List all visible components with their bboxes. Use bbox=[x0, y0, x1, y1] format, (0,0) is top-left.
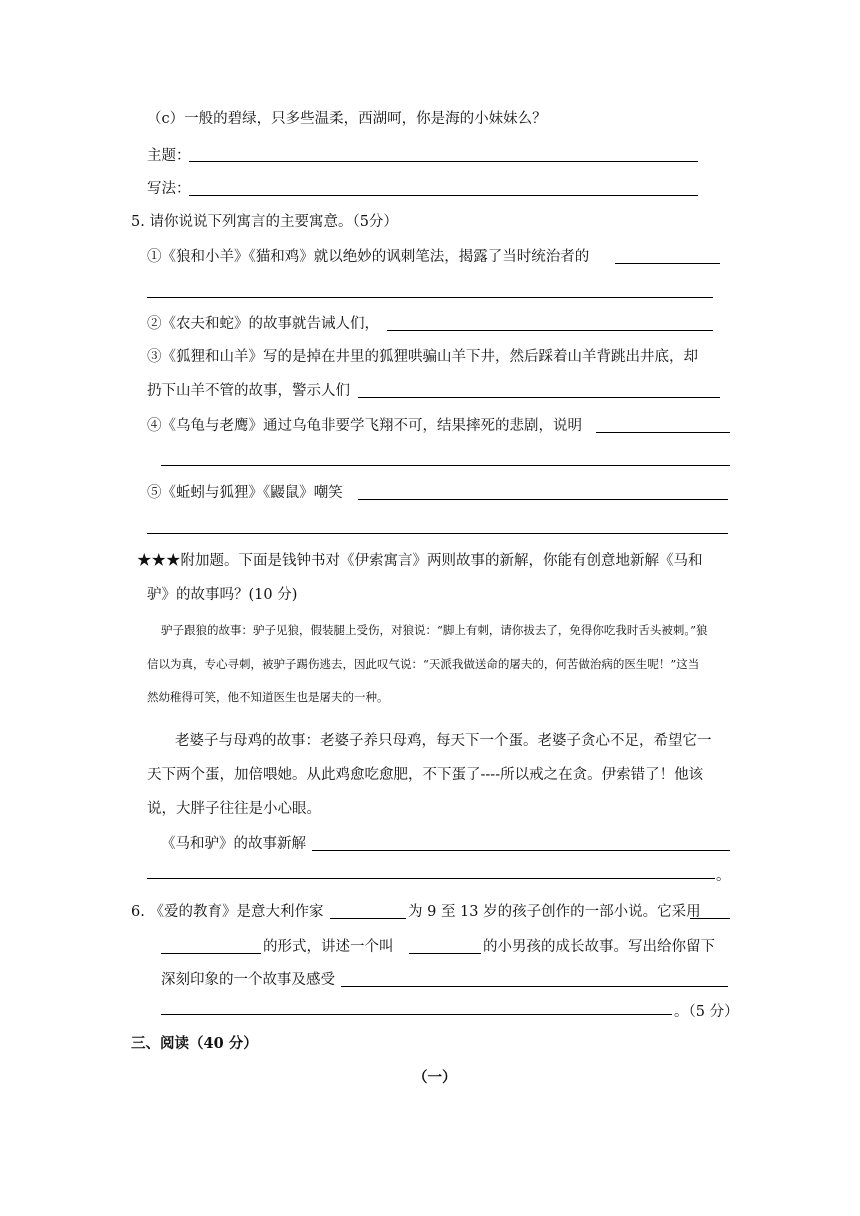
q5-item2-blank bbox=[387, 330, 713, 331]
section3-subtitle: （一） bbox=[413, 1069, 457, 1086]
q6-form-blank-1 bbox=[690, 918, 730, 919]
bonus-answer-label: 《马和驴》的故事新解 bbox=[161, 836, 306, 852]
bonus-story2-line2: 天下两个蛋，加倍喂她。从此鸡愈吃愈肥，不下蛋了----所以戒之在贪。伊索错了！他该 bbox=[147, 767, 704, 783]
q5-item1-blank-2 bbox=[147, 297, 713, 298]
q4c-method-label: 写法： bbox=[147, 181, 191, 197]
q6-story-blank bbox=[341, 986, 728, 987]
q6-name-blank bbox=[409, 953, 481, 954]
q5-item5-blank bbox=[358, 499, 728, 500]
q4c-theme-label: 主题： bbox=[147, 148, 191, 164]
q6-part3: 的形式，讲述一个叫 bbox=[263, 939, 394, 955]
q5-item4-blank bbox=[596, 432, 730, 433]
bonus-line2: 驴》的故事吗？(10 分) bbox=[147, 587, 298, 603]
bonus-story1-line1: 驴子跟狼的故事：驴子见狼，假装腿上受伤，对狼说：“脚上有刺，请你拔去了，免得你吃我时舌头被刺。”狼 bbox=[161, 623, 708, 637]
q6-form-blank-2 bbox=[161, 953, 261, 954]
bonus-answer-end: 。 bbox=[716, 868, 731, 884]
q5-item5-blank-2 bbox=[147, 533, 728, 534]
bonus-story1-line3: 然幼稚得可笑，他不知道医生也是屠夫的一种。 bbox=[147, 690, 389, 704]
section3-title: 三、阅读（40 分） bbox=[131, 1035, 258, 1052]
q5-item3-line1: ③《狐狸和山羊》写的是掉在井里的狐狸哄骗山羊下井，然后踩着山羊背跳出井底，却 bbox=[147, 349, 698, 365]
q5-item1-blank bbox=[615, 263, 720, 264]
bonus-story2-line1: 老婆子与母鸡的故事：老婆子养只母鸡，每天下一个蛋。老婆子贪心不足，希望它一 bbox=[175, 733, 712, 749]
q6-part1: 6. 《爱的教育》是意大利作家 bbox=[131, 904, 324, 920]
bonus-answer-blank-2 bbox=[147, 878, 715, 879]
q5-item4: ④《乌龟与老鹰》通过乌龟非要学飞翔不可，结果摔死的悲剧，说明 bbox=[147, 418, 582, 434]
q6-author-blank bbox=[330, 918, 406, 919]
bonus-story1-line2: 信以为真，专心寻刺，被驴子踢伤逃去，因此叹气说：“天派我做送命的屠夫的，何苦做治病的医生呢！”这当 bbox=[147, 657, 700, 671]
q6-story-blank-2 bbox=[161, 1014, 672, 1015]
q5-item3-blank bbox=[358, 397, 720, 398]
bonus-story2-line3: 说，大胖子往往是小心眼。 bbox=[147, 801, 321, 817]
q5-title: 5. 请你说说下列寓言的主要寓意。（5分） bbox=[131, 214, 398, 230]
q6-part5: 深刻印象的一个故事及感受 bbox=[161, 972, 335, 988]
q5-item3-line2: 扔下山羊不管的故事，警示人们 bbox=[147, 383, 350, 399]
bonus-line1: ★★★附加题。下面是钱钟书对《伊索寓言》两则故事的新解，你能有创意地新解《马和 bbox=[137, 553, 703, 569]
bonus-answer-blank bbox=[312, 850, 730, 851]
q4c-method-blank bbox=[189, 195, 698, 196]
q6-part6: 。（5 分） bbox=[674, 1004, 739, 1020]
q5-item1: ①《狼和小羊》《猫和鸡》就以绝妙的讽刺笔法，揭露了当时统治者的 bbox=[147, 249, 590, 265]
q6-part4: 的小男孩的成长故事。写出给你留下 bbox=[483, 939, 715, 955]
q5-item4-blank-2 bbox=[161, 465, 730, 466]
q5-item5: ⑤《蚯蚓与狐狸》《鼹鼠》嘲笑 bbox=[147, 485, 343, 501]
q4c-theme-blank bbox=[189, 161, 698, 162]
q5-item2: ②《农夫和蛇》的故事就告诫人们， bbox=[147, 316, 379, 332]
q6-part2: 为 9 至 13 岁的孩子创作的一部小说。它采用 bbox=[408, 904, 701, 920]
q4c-sentence: （c）一般的碧绿，只多些温柔，西湖呵，你是海的小妹妹么？ bbox=[147, 111, 547, 127]
